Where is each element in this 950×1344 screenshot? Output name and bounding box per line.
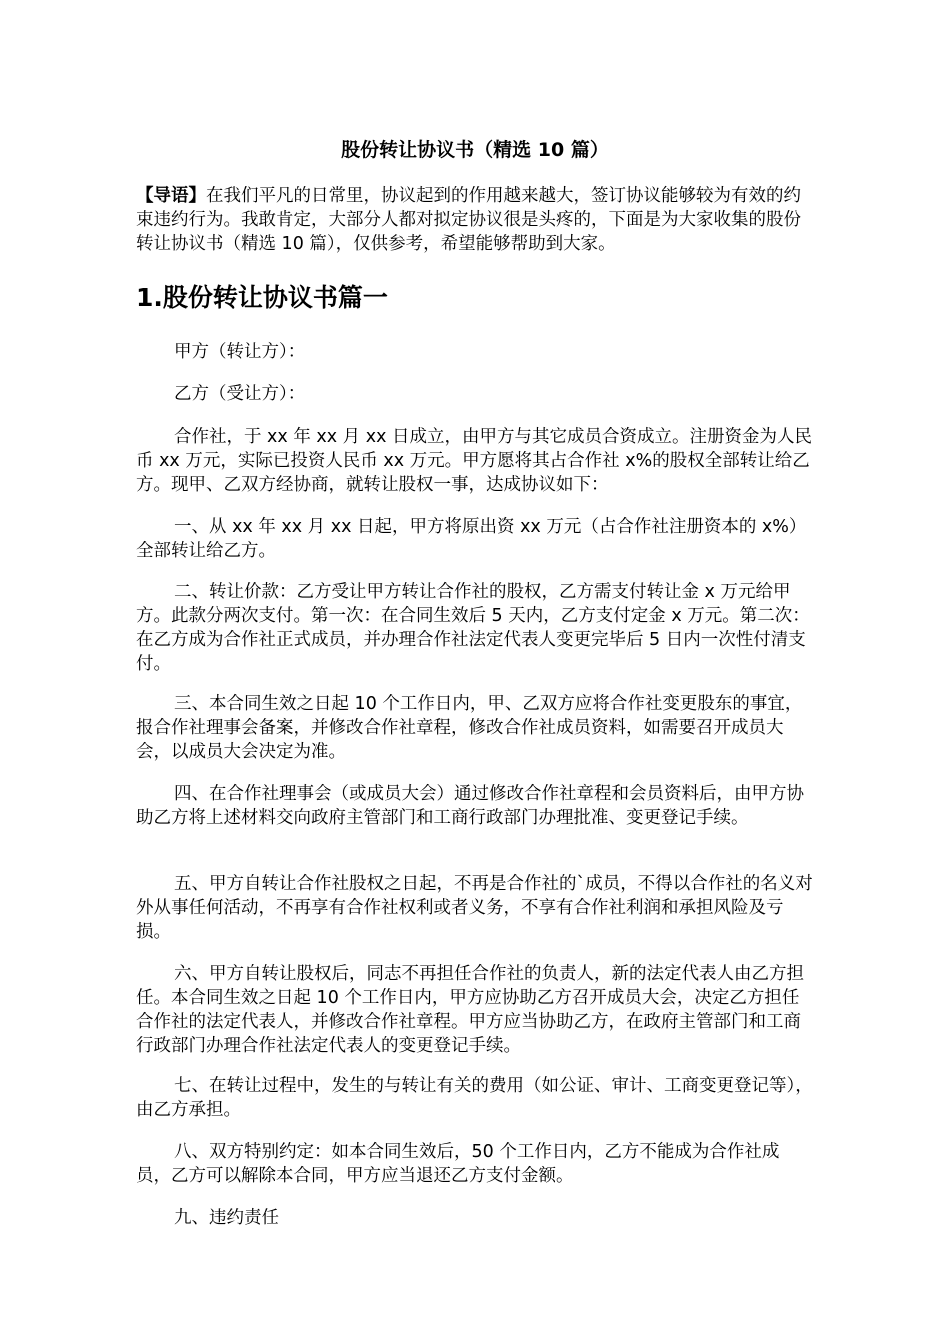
clause-8: 八、双方特别约定：如本合同生效后，50 个工作日内，乙方不能成为合作社成员，乙方可以解除本合同，甲方应当退还乙方支付金额。 bbox=[136, 1142, 780, 1186]
section-heading: 1.股份转让协议书篇一 bbox=[136, 283, 388, 312]
clause-7: 七、在转让过程中，发生的与转让有关的费用（如公证、审计、工商变更登记等），由乙方承担。 bbox=[136, 1076, 813, 1120]
party-a-line: 甲方（转让方）： bbox=[174, 342, 306, 362]
party-b-line: 乙方（受让方）： bbox=[174, 384, 306, 404]
clause-6: 六、甲方自转让股权后，同志不再担任合作社的负责人，新的法定代表人由乙方担任。本合同生效之日起 10 个工作日内，甲方应协助乙方召开成员大会，决定乙方担任合作社的法定代表人，并修改合作社章程。甲方应当协助乙方，在政府主管部门和工商行政部门办理合作社法定代表人的变更登记手续。 bbox=[136, 964, 804, 1056]
clause-9: 九、违约责任 bbox=[174, 1208, 279, 1228]
intro-text: 在我们平凡的日常里，协议起到的作用越来越大，签订协议能够较为有效的约束违约行为。我敢肯定，大部分人都对拟定协议很是头疼的，下面是为大家收集的股份转让协议书（精选 10 篇），仅供参考，希望能够帮助到大家。 bbox=[136, 186, 801, 254]
clause-5: 五、甲方自转让合作社股权之日起，不再是合作社的`成员，不得以合作社的名义对外从事任何活动，不再享有合作社权利或者义务，不享有合作社利润和承担风险及亏损。 bbox=[136, 874, 813, 942]
intro-paragraph bbox=[136, 184, 814, 256]
clause-4: 四、在合作社理事会（或成员大会）通过修改合作社章程和会员资料后，由甲方协助乙方将上述材料交向政府主管部门和工商行政部门办理批准、变更登记手续。 bbox=[136, 784, 804, 828]
clause-2: 二、转让价款：乙方受让甲方转让合作社的股权，乙方需支付转让金 x 万元给甲方。此款分两次支付。第一次：在合同生效后 5 天内，乙方支付定金 x 万元。第二次：在乙方成为合作社正式成员，并办理合作社法定代表人变更完毕后 5 日内一次性付清支付。 bbox=[136, 582, 810, 674]
intro-label: 【导语】 bbox=[136, 186, 206, 206]
body-paragraph: 合作社，于 xx 年 xx 月 xx 日成立，由甲方与其它成员合资成立。注册资金为人民币 xx 万元，实际已投资人民币 xx 万元。甲方愿将其占合作社 x%的股权全部转让给乙方。现甲、乙双方经协商，就转让股权一事，达成协议如下： bbox=[136, 427, 813, 495]
document-title: 股份转让协议书（精选 10 篇） bbox=[341, 139, 609, 161]
clause-3: 三、本合同生效之日起 10 个工作日内，甲、乙双方应将合作社变更股东的事宜，报合作社理事会备案，并修改合作社章程，修改合作社成员资料，如需要召开成员大会，以成员大会决定为准。 bbox=[136, 694, 803, 762]
clause-1: 一、从 xx 年 xx 月 xx 日起，甲方将原出资 xx 万元（占合作社注册资本的 x%）全部转让给乙方。 bbox=[136, 517, 807, 561]
